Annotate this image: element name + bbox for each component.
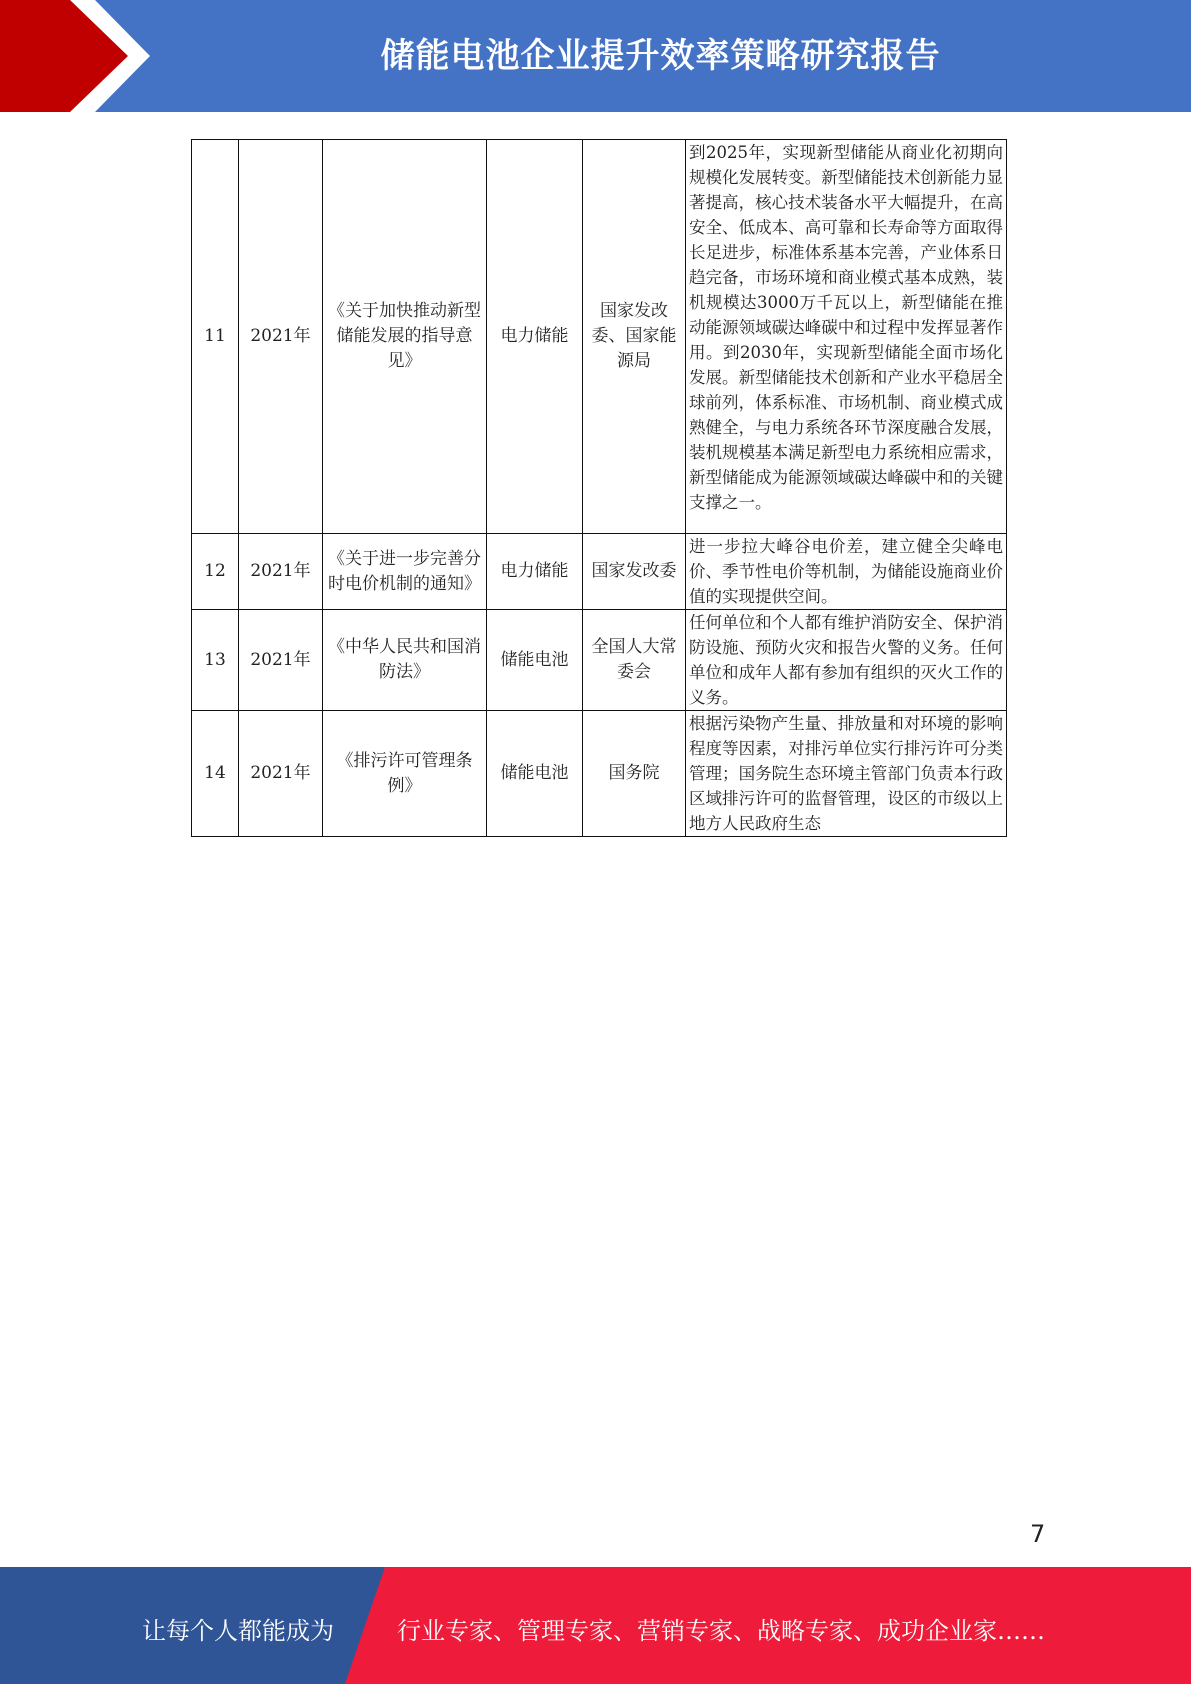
page-number: 7 [1030, 1520, 1046, 1548]
row-category: 电力储能 [487, 534, 583, 610]
policy-table [191, 139, 1007, 837]
row-content: 到2025年，实现新型储能从商业化初期向规模化发展转变。新型储能技术创新能力显著提高，核心技术装备水平大幅提升，在高安全、低成本、高可靠和长寿命等方面取得长足进步，标准体系基本完善，产业体系日趋完备，市场环境和商业模式基本成熟，装机规模达3000万千瓦以上，新型储能在推动能源领域碳达峰碳中和过程中发挥显著作用。到2030年，实现新型储能全面市场化发展。新型储能技术创新和产业水平稳居全球前列，体系标准、市场机制、商业模式成熟健全，与电力系统各环节深度融合发展，装机规模基本满足新型电力系统相应需求，新型储能成为能源领域碳达峰碳中和的关键支撑之一。 [686, 140, 1007, 534]
row-content: 任何单位和个人都有维护消防安全、保护消防设施、预防火灾和报告火警的义务。任何单位和成年人都有参加有组织的灭火工作的义务。 [686, 610, 1007, 711]
table-row [192, 711, 1007, 837]
row-category: 储能电池 [487, 610, 583, 711]
row-document-name: 《关于加快推动新型储能发展的指导意见》 [323, 140, 487, 534]
page-footer [0, 1567, 1191, 1684]
row-issuer: 国家发改委、国家能源局 [583, 140, 686, 534]
table-row [192, 610, 1007, 711]
row-content: 根据污染物产生量、排放量和对环境的影响程度等因素，对排污单位实行排污许可分类管理；国务院生态环境主管部门负责本行政区域排污许可的监督管理，设区的市级以上地方人民政府生态 [686, 711, 1007, 837]
row-index: 13 [192, 610, 239, 711]
row-document-name: 《排污许可管理条例》 [323, 711, 487, 837]
row-category: 储能电池 [487, 711, 583, 837]
row-index: 14 [192, 711, 239, 837]
row-index: 12 [192, 534, 239, 610]
row-issuer: 国务院 [583, 711, 686, 837]
row-year: 2021年 [239, 534, 323, 610]
row-year: 2021年 [239, 711, 323, 837]
row-issuer: 全国人大常委会 [583, 610, 686, 711]
row-year: 2021年 [239, 610, 323, 711]
footer-slogan-right: 行业专家、管理专家、营销专家、战略专家、成功企业家…… [397, 1617, 1045, 1645]
row-index: 11 [192, 140, 239, 534]
table-row [192, 534, 1007, 610]
page-header [0, 0, 1191, 112]
row-category: 电力储能 [487, 140, 583, 534]
row-issuer: 国家发改委 [583, 534, 686, 610]
row-document-name: 《中华人民共和国消防法》 [323, 610, 487, 711]
row-content: 进一步拉大峰谷电价差，建立健全尖峰电价、季节性电价等机制，为储能设施商业价值的实现提供空间。 [686, 534, 1007, 610]
footer-slogan-left: 让每个人都能成为 [142, 1617, 334, 1645]
report-title: 储能电池企业提升效率策略研究报告 [380, 36, 941, 76]
row-document-name: 《关于进一步完善分时电价机制的通知》 [323, 534, 487, 610]
table-row [192, 140, 1007, 534]
row-year: 2021年 [239, 140, 323, 534]
